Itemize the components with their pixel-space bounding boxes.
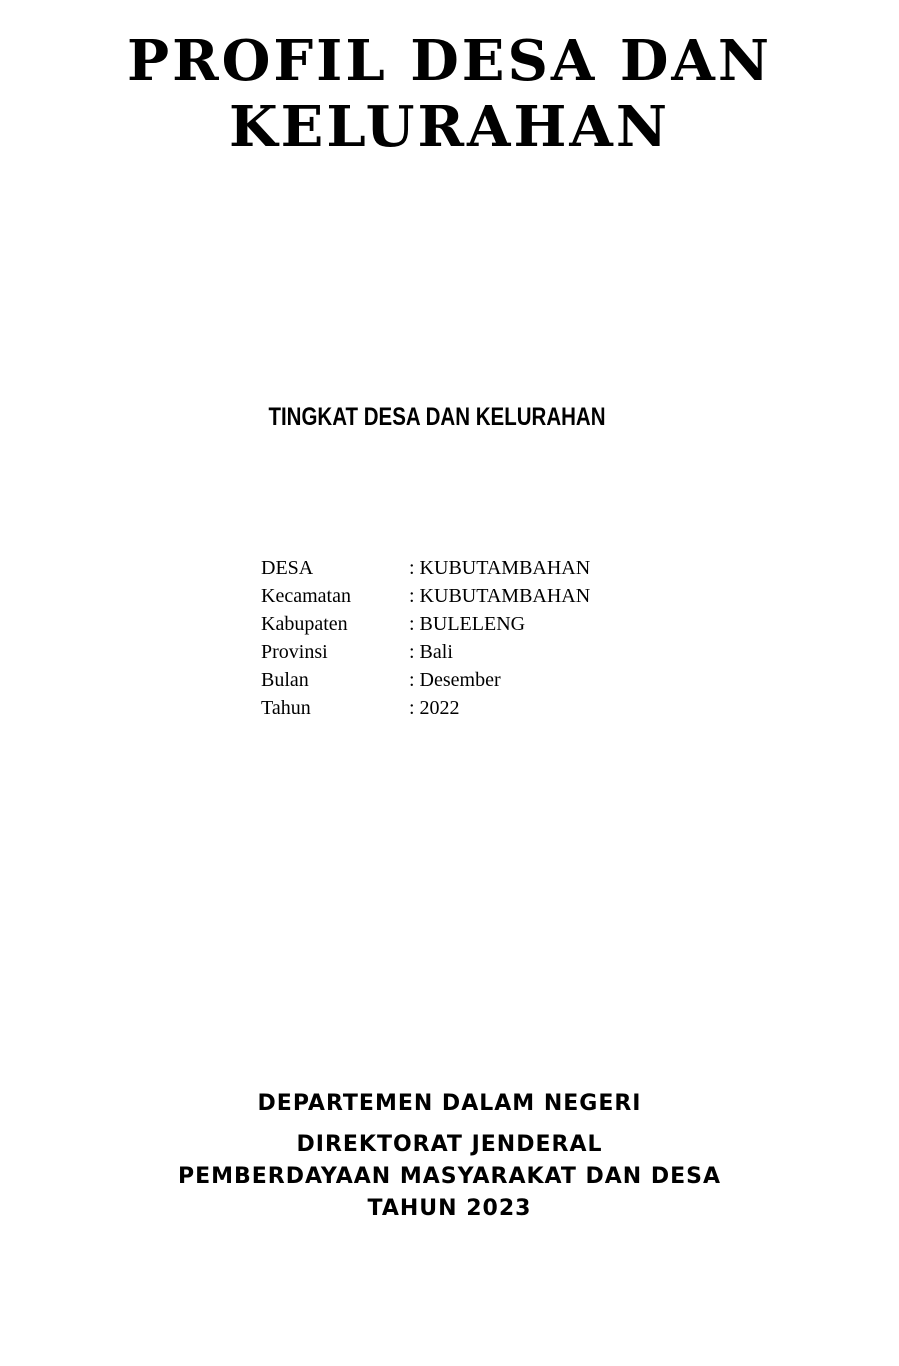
page-title [0, 28, 899, 160]
info-row-tahun [261, 694, 590, 722]
info-label: Kabupaten [261, 613, 348, 635]
info-row-bulan [261, 666, 590, 694]
info-row-kabupaten [261, 610, 590, 638]
footer-block [0, 1088, 899, 1225]
info-table [261, 554, 590, 722]
title-line-2: KELURAHAN [228, 94, 671, 160]
info-label: Provinsi [261, 641, 328, 663]
info-label: DESA [261, 557, 314, 579]
footer-organization: DEPARTEMEN DALAM NEGERI [257, 1091, 642, 1116]
subtitle: TINGKAT DESA DAN KELURAHAN [268, 403, 606, 431]
info-value: : Desember [409, 669, 501, 691]
title-line-1: PROFIL DESA DAN [126, 28, 773, 94]
footer-year: TAHUN 2023 [367, 1196, 532, 1221]
info-value: : KUBUTAMBAHAN [409, 557, 591, 579]
info-value: : Bali [409, 641, 453, 663]
info-label: Tahun [261, 697, 311, 719]
info-value: : 2022 [409, 697, 460, 719]
footer-division: PEMBERDAYAAN MASYARAKAT DAN DESA [177, 1164, 722, 1189]
info-label: Bulan [261, 669, 309, 691]
footer-directorate: DIREKTORAT JENDERAL [296, 1132, 603, 1157]
info-value: : KUBUTAMBAHAN [409, 585, 591, 607]
info-value: : BULELENG [409, 613, 526, 635]
info-row-desa [261, 554, 590, 582]
info-row-kecamatan [261, 582, 590, 610]
info-label: Kecamatan [261, 585, 351, 607]
info-row-provinsi [261, 638, 590, 666]
